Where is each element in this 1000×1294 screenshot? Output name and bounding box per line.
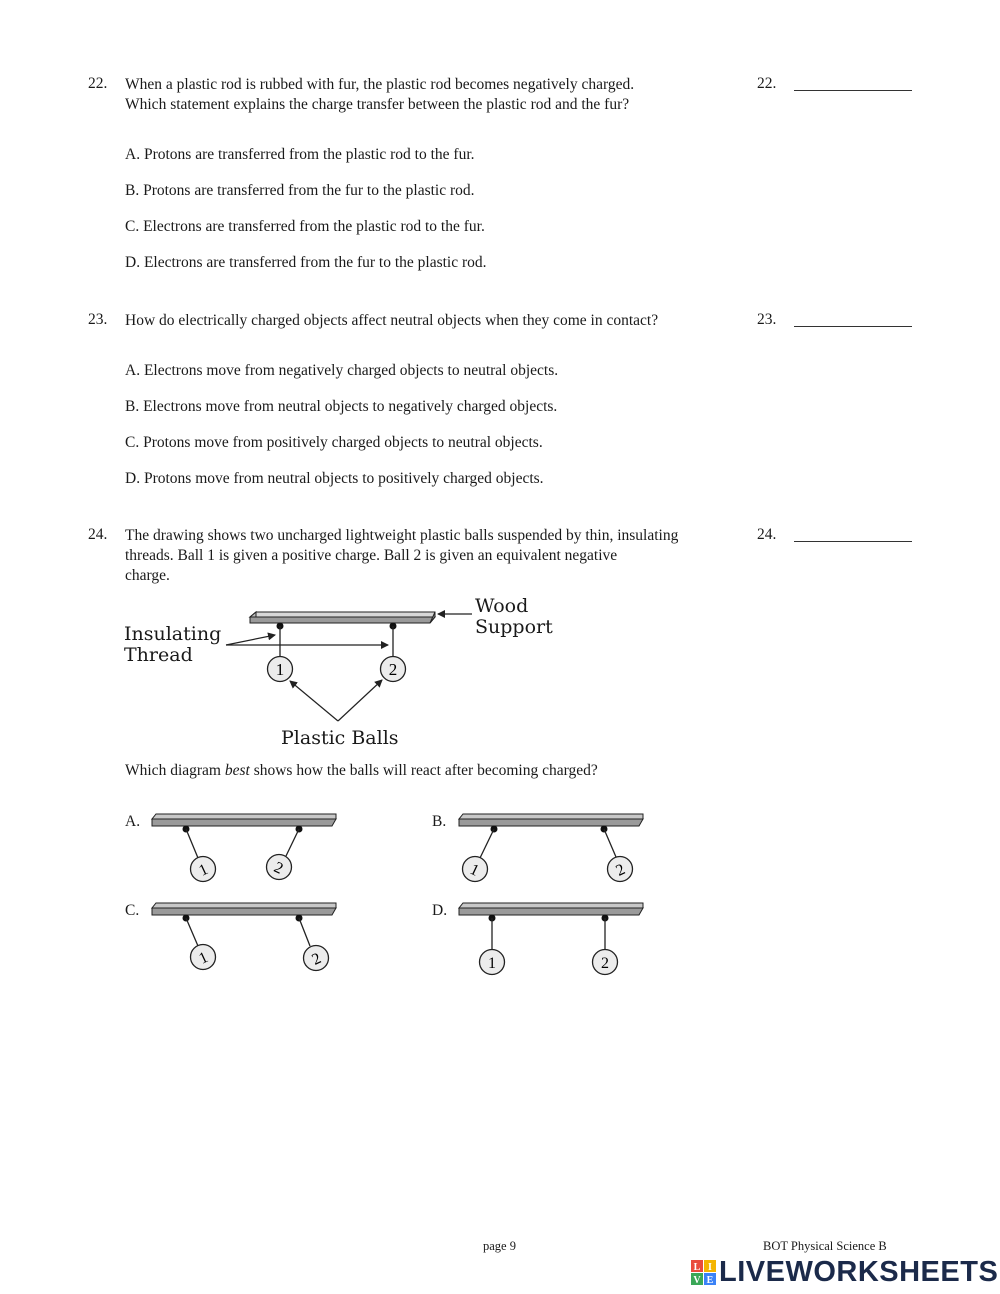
- svg-text:V: V: [693, 1274, 701, 1286]
- insulating-thread-label-line1: Insulating: [124, 623, 222, 645]
- q23-option-a[interactable]: A. Electrons move from negatively charged objects to neutral objects.: [125, 362, 559, 379]
- insulating-thread-label-line2: Thread: [124, 644, 193, 666]
- question-24-number: 24.: [88, 526, 108, 543]
- answer-23-blank[interactable]: [794, 326, 912, 327]
- svg-text:1: 1: [467, 860, 482, 880]
- svg-text:1: 1: [196, 860, 211, 880]
- question-22-stem: [125, 75, 725, 115]
- question-24-stem-line3: charge.: [125, 567, 170, 584]
- ball-1: [268, 657, 293, 682]
- svg-text:2: 2: [613, 860, 628, 880]
- svg-text:L: L: [693, 1261, 701, 1273]
- thread-arrow-1: [226, 635, 275, 645]
- q24-choice-b-label[interactable]: B.: [432, 813, 447, 830]
- wood-support-label-line1: Wood: [475, 595, 529, 617]
- svg-text:1: 1: [196, 948, 211, 968]
- answer-23-number: 23.: [757, 311, 777, 328]
- question-24-stem-line2: threads. Ball 1 is given a positive charge. Ball 2 is given an equivalent negative: [125, 547, 618, 564]
- svg-text:I: I: [708, 1261, 712, 1273]
- q24-choice-a-label[interactable]: A.: [125, 813, 141, 830]
- choice-d-diagram[interactable]: [459, 903, 643, 975]
- prompt-emphasis: best: [224, 762, 250, 779]
- choice-c-diagram[interactable]: [152, 903, 336, 971]
- choice-b-diagram[interactable]: [459, 814, 643, 882]
- answer-24-blank[interactable]: [794, 541, 912, 542]
- prompt-before: Which diagram: [125, 762, 225, 779]
- question-23-number: 23.: [88, 311, 108, 328]
- question-24-stem-line1: The drawing shows two uncharged lightweight plastic balls suspended by thin, insulating: [125, 527, 679, 544]
- q23-option-c[interactable]: C. Protons move from positively charged objects to neutral objects.: [125, 434, 543, 451]
- q24-choice-c-label[interactable]: C.: [125, 902, 140, 919]
- plastic-balls-label: Plastic Balls: [281, 727, 399, 749]
- q22-option-a[interactable]: A. Protons are transferred from the plastic rod to the fur.: [125, 146, 475, 163]
- ball-2-label: 2: [388, 660, 398, 679]
- balls-arrow-2: [338, 680, 382, 721]
- svg-text:2: 2: [309, 949, 324, 969]
- liveworksheets-badge-icon: [691, 1260, 717, 1286]
- q23-option-b[interactable]: B. Electrons move from neutral objects to negatively charged objects.: [125, 398, 558, 415]
- insulating-thread-label: [124, 624, 221, 666]
- liveworksheets-logo[interactable]: [691, 1256, 998, 1289]
- prompt-after: shows how the balls will react after becoming charged?: [249, 762, 598, 779]
- svg-text:1: 1: [488, 955, 496, 972]
- q22-option-c[interactable]: C. Electrons are transferred from the plastic rod to the fur.: [125, 218, 485, 235]
- ball-1-label: 1: [275, 660, 285, 679]
- q24-choice-d-label[interactable]: D.: [432, 902, 448, 919]
- question-22-stem-line2: Which statement explains the charge transfer between the plastic rod and the fur?: [125, 96, 630, 113]
- question-24-prompt: [125, 761, 598, 781]
- question-22-number: 22.: [88, 75, 108, 92]
- q22-option-d[interactable]: D. Electrons are transferred from the fur to the plastic rod.: [125, 254, 487, 271]
- page-number: page 9: [483, 1239, 516, 1253]
- svg-text:2: 2: [601, 955, 609, 972]
- answer-22-number: 22.: [757, 75, 777, 92]
- question-23-stem: How do electrically charged objects affect neutral objects when they come in contact?: [125, 312, 659, 329]
- answer-22-blank[interactable]: [794, 90, 912, 91]
- q23-option-d[interactable]: D. Protons move from neutral objects to positively charged objects.: [125, 470, 544, 487]
- answer-choice-diagrams: [140, 805, 660, 990]
- svg-text:2: 2: [271, 858, 286, 878]
- wood-support-label: [475, 596, 553, 638]
- svg-text:E: E: [706, 1274, 714, 1286]
- wood-support-rod: [250, 612, 435, 623]
- answer-24-number: 24.: [757, 526, 777, 543]
- wood-support-label-line2: Support: [475, 616, 553, 638]
- balls-arrow-1: [290, 681, 338, 721]
- choice-a-diagram[interactable]: [152, 814, 336, 882]
- liveworksheets-logo-text: LIVEWORKSHEETS: [719, 1256, 999, 1288]
- course-name: BOT Physical Science B: [763, 1239, 887, 1253]
- question-24-stem: [125, 526, 735, 586]
- ball-2: [381, 657, 406, 682]
- q22-option-b[interactable]: B. Protons are transferred from the fur to the plastic rod.: [125, 182, 475, 199]
- question-22-stem-line1: When a plastic rod is rubbed with fur, the plastic rod becomes negatively charged.: [125, 76, 635, 93]
